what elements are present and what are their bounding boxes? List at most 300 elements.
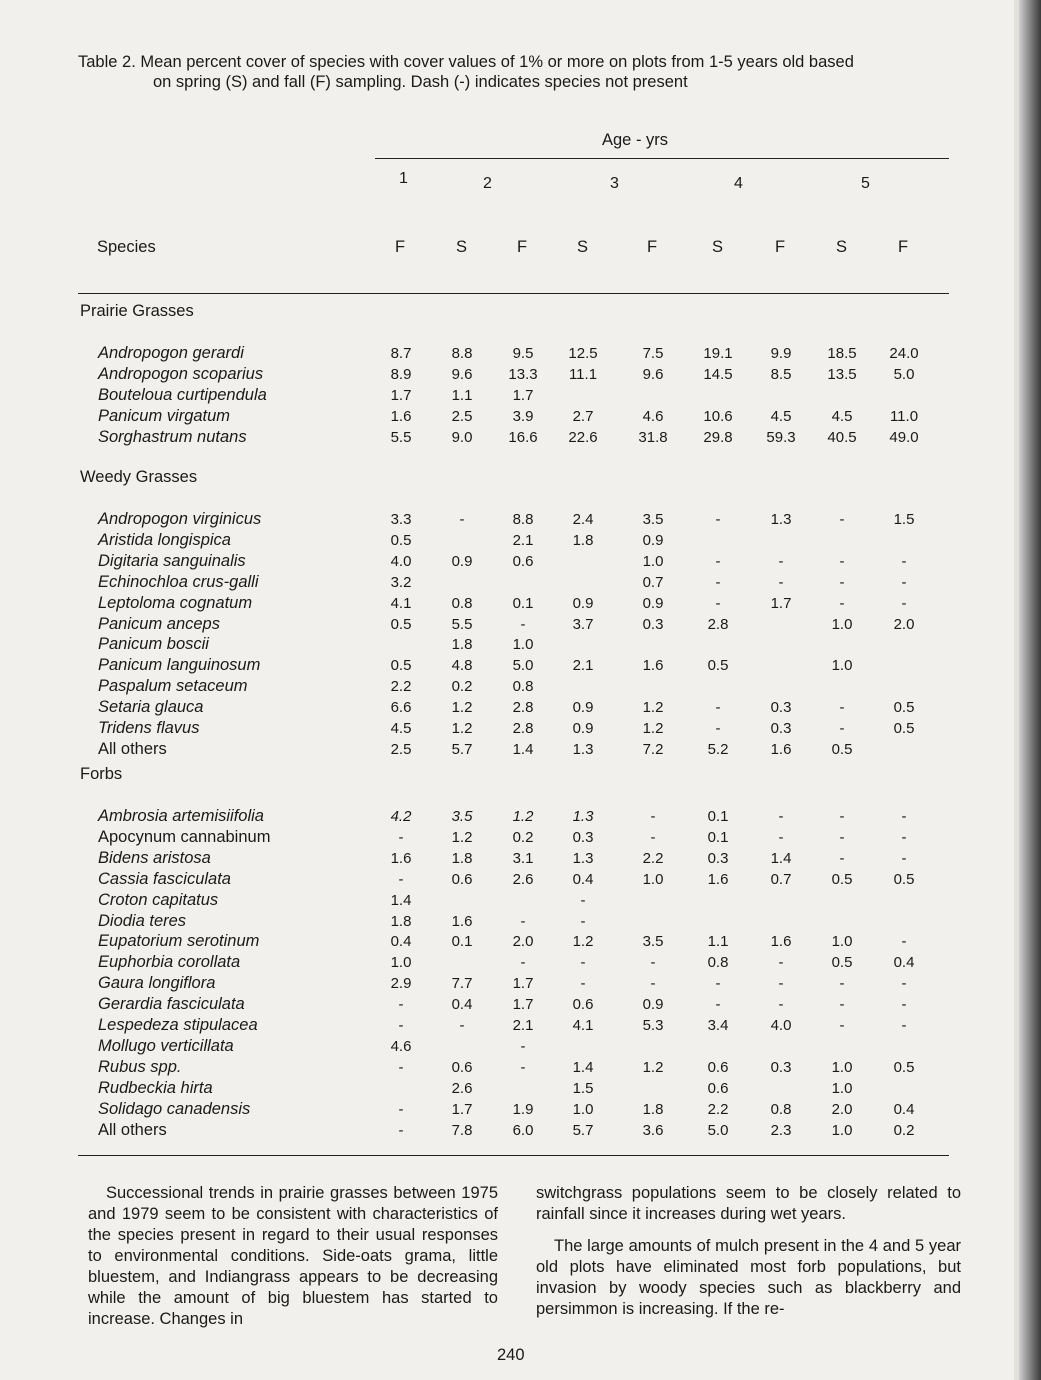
cover-value-cell: 1.7 xyxy=(512,975,534,993)
cover-value-cell: 9.5 xyxy=(512,345,534,362)
cover-value-cell: 1.6 xyxy=(390,407,412,425)
cover-value-cell: 4.1 xyxy=(572,1017,594,1034)
body-paragraph-1: switchgrass populations seem to be closely related to rainfall since it increases during wet years. xyxy=(536,1184,961,1223)
table-row xyxy=(0,344,1041,365)
table-row xyxy=(0,698,1041,719)
cover-value-cell: 5.5 xyxy=(451,615,473,633)
species-name: Rubus spp. xyxy=(98,1057,182,1076)
season-column-header: S xyxy=(456,238,468,256)
cover-value-cell: 4.5 xyxy=(770,407,792,425)
cover-value-cell: 0.9 xyxy=(572,699,594,717)
table-caption xyxy=(78,52,978,92)
table-row xyxy=(0,428,1041,449)
cover-value-cell: - xyxy=(650,954,656,972)
cover-value-cell: 9.6 xyxy=(642,365,664,383)
species-name: Echinochloa crus-galli xyxy=(98,572,259,591)
cover-value-cell: 1.2 xyxy=(512,808,534,825)
cover-value-cell: - xyxy=(398,996,404,1014)
cover-value-cell: 1.4 xyxy=(390,891,412,909)
cover-value-cell: 1.7 xyxy=(451,1100,473,1118)
cover-value-cell: 1.5 xyxy=(572,1079,594,1097)
cover-value-cell: 8.5 xyxy=(770,365,792,383)
cover-value-cell: 1.3 xyxy=(770,511,792,528)
cover-value-cell: 1.0 xyxy=(642,870,664,888)
cover-value-cell: - xyxy=(520,954,526,972)
table-row xyxy=(0,932,1041,953)
cover-value-cell: 1.2 xyxy=(642,1058,664,1076)
cover-value-cell: 3.5 xyxy=(642,933,664,951)
group-label: Forbs xyxy=(80,765,123,783)
cover-value-cell: 0.5 xyxy=(893,870,915,888)
cover-value-cell: 0.3 xyxy=(642,615,664,633)
table-row xyxy=(0,828,1041,849)
cover-value-cell: - xyxy=(839,573,845,591)
cover-value-cell: 19.1 xyxy=(703,345,733,362)
table-row xyxy=(0,386,1041,407)
cover-value-cell: - xyxy=(459,511,465,528)
cover-value-cell: 0.6 xyxy=(572,996,594,1014)
year-label: 1 xyxy=(399,170,408,187)
table-row xyxy=(0,573,1041,594)
group-label: Weedy Grasses xyxy=(80,468,198,486)
cover-value-cell: 0.1 xyxy=(451,933,473,951)
cover-value-cell: - xyxy=(778,954,784,972)
cover-value-cell: 1.8 xyxy=(390,912,412,930)
cover-value-cell: 1.8 xyxy=(642,1100,664,1118)
cover-value-cell: - xyxy=(778,573,784,591)
cover-value-cell: - xyxy=(650,975,656,993)
cover-value-cell: - xyxy=(839,975,845,993)
cover-value-cell: - xyxy=(901,996,907,1014)
cover-value-cell: 0.5 xyxy=(893,1058,915,1076)
table-row xyxy=(0,807,1041,828)
species-name: Panicum languinosum xyxy=(98,656,261,675)
species-name: Rudbeckia hirta xyxy=(98,1078,213,1097)
cover-value-cell: 2.1 xyxy=(512,531,534,549)
cover-value-cell: - xyxy=(901,828,907,846)
cover-value-cell: 0.9 xyxy=(642,996,664,1014)
cover-value-cell: 5.0 xyxy=(512,657,534,675)
table-row xyxy=(0,677,1041,698)
cover-value-cell: 0.9 xyxy=(642,531,664,549)
season-column-header: S xyxy=(836,238,848,256)
cover-value-cell: - xyxy=(901,552,907,570)
cover-value-cell: 4.8 xyxy=(451,657,473,675)
cover-value-cell: - xyxy=(778,996,784,1014)
cover-value-cell: 1.6 xyxy=(390,849,412,867)
cover-value-cell: 1.6 xyxy=(770,933,792,951)
table-row xyxy=(0,974,1041,995)
cover-value-cell: - xyxy=(901,808,907,825)
table-row xyxy=(0,656,1041,677)
year-label: 2 xyxy=(483,175,492,192)
cover-value-cell: 2.1 xyxy=(572,657,594,675)
species-column-header: Species xyxy=(97,238,156,256)
cover-value-cell: 0.7 xyxy=(770,870,792,888)
body-text-left: Successional trends in prairie grasses between 1975 and 1979 seem to be consistent with characteristics of the species present in regard to their usual responses to environmental conditions. Side-oats grama, little bluestem, and Indiangrass appears to be decreasing while the amount of big bluestem has started to increase. Changes in xyxy=(88,1184,498,1328)
cover-value-cell: 3.9 xyxy=(512,407,534,425)
cover-value-cell: 0.6 xyxy=(707,1058,729,1076)
cover-value-cell: - xyxy=(520,912,526,930)
cover-value-cell: 1.0 xyxy=(642,552,664,570)
cover-value-cell: - xyxy=(520,1037,526,1055)
species-name: Solidago canadensis xyxy=(98,1099,251,1118)
table-row xyxy=(0,635,1041,656)
table-row xyxy=(0,870,1041,891)
cover-value-cell: 1.0 xyxy=(831,1058,853,1076)
year-label: 5 xyxy=(861,175,870,192)
cover-value-cell: 4.6 xyxy=(642,407,664,425)
cover-value-cell: - xyxy=(398,1058,404,1076)
table-row xyxy=(0,849,1041,870)
cover-value-cell: - xyxy=(839,996,845,1014)
species-name: All others xyxy=(98,1120,167,1139)
cover-value-cell: 1.8 xyxy=(572,531,594,549)
cover-value-cell: 2.1 xyxy=(512,1017,534,1034)
cover-value-cell: 9.0 xyxy=(451,428,473,446)
season-column-header: F xyxy=(775,238,786,256)
cover-value-cell: 1.4 xyxy=(770,849,792,867)
year-label: 4 xyxy=(734,175,743,192)
species-name: Mollugo verticillata xyxy=(98,1036,234,1055)
cover-value-cell: 0.6 xyxy=(512,552,534,570)
cover-value-cell: 1.0 xyxy=(512,636,534,654)
age-header: Age - yrs xyxy=(602,131,669,149)
cover-value-cell: - xyxy=(901,1017,907,1034)
cover-value-cell: - xyxy=(715,720,721,737)
cover-value-cell: 3.5 xyxy=(451,808,473,825)
cover-value-cell: 2.0 xyxy=(831,1100,853,1118)
species-name: All others xyxy=(98,739,167,758)
cover-value-cell: 1.0 xyxy=(831,933,853,951)
cover-value-cell: 1.0 xyxy=(831,1079,853,1097)
cover-value-cell: - xyxy=(839,699,845,717)
cover-value-cell: - xyxy=(580,891,586,909)
cover-value-cell: 1.2 xyxy=(572,933,594,951)
cover-value-cell: 6.0 xyxy=(512,1121,534,1139)
cover-value-cell: 1.2 xyxy=(451,828,473,846)
table-end-rule xyxy=(78,1155,949,1156)
cover-value-cell: 1.6 xyxy=(707,870,729,888)
cover-value-cell: - xyxy=(901,849,907,867)
body-text-right xyxy=(536,1183,961,1320)
cover-value-cell: 3.4 xyxy=(707,1017,729,1034)
cover-value-cell: 6.6 xyxy=(390,699,412,717)
cover-value-cell: 40.5 xyxy=(827,428,857,446)
cover-value-cell: - xyxy=(520,615,526,633)
species-name: Panicum anceps xyxy=(98,614,220,633)
cover-value-cell: 8.8 xyxy=(451,345,473,362)
cover-value-cell: 1.1 xyxy=(707,933,729,951)
cover-value-cell: - xyxy=(839,1017,845,1034)
cover-value-cell: - xyxy=(715,996,721,1014)
cover-value-cell: 31.8 xyxy=(638,428,668,446)
cover-value-cell: 1.3 xyxy=(572,740,594,758)
cover-value-cell: - xyxy=(839,594,845,612)
cover-value-cell: - xyxy=(398,828,404,846)
cover-value-cell: 1.6 xyxy=(642,657,664,675)
season-column-header: S xyxy=(712,238,724,256)
table-row xyxy=(0,1100,1041,1121)
cover-value-cell: 3.2 xyxy=(390,573,412,591)
species-name: Paspalum setaceum xyxy=(98,677,248,696)
cover-value-cell: 0.1 xyxy=(707,808,729,825)
cover-value-cell: 0.9 xyxy=(572,720,594,737)
table-row xyxy=(0,615,1041,636)
cover-value-cell: 13.5 xyxy=(827,365,857,383)
cover-value-cell: 0.5 xyxy=(893,720,915,737)
cover-value-cell: 5.0 xyxy=(707,1121,729,1139)
cover-value-cell: 2.3 xyxy=(770,1121,792,1139)
cover-value-cell: 9.9 xyxy=(770,345,792,362)
cover-value-cell: - xyxy=(839,828,845,846)
cover-value-cell: 1.1 xyxy=(451,386,473,404)
table-row xyxy=(0,1079,1041,1100)
cover-value-cell: 1.2 xyxy=(451,720,473,737)
cover-value-cell: 0.9 xyxy=(642,594,664,612)
cover-value-cell: - xyxy=(715,552,721,570)
cover-value-cell: 8.9 xyxy=(390,365,412,383)
cover-value-cell: 0.5 xyxy=(707,657,729,675)
cover-value-cell: 3.5 xyxy=(642,511,664,528)
cover-value-cell: - xyxy=(901,594,907,612)
cover-value-cell: 0.2 xyxy=(451,678,473,696)
species-name: Gerardia fasciculata xyxy=(98,995,245,1014)
cover-value-cell: 0.3 xyxy=(572,828,594,846)
cover-value-cell: 1.4 xyxy=(512,740,534,758)
species-name: Cassia fasciculata xyxy=(98,869,231,888)
cover-value-cell: 13.3 xyxy=(508,365,538,383)
cover-value-cell: - xyxy=(580,912,586,930)
cover-value-cell: 10.6 xyxy=(703,407,733,425)
cover-value-cell: 0.3 xyxy=(770,1058,792,1076)
cover-value-cell: 1.5 xyxy=(893,511,915,528)
cover-value-cell: 4.2 xyxy=(390,808,412,825)
cover-value-cell: 29.8 xyxy=(703,428,733,446)
cover-value-cell: - xyxy=(778,808,784,825)
cover-value-cell: 2.6 xyxy=(451,1079,473,1097)
cover-value-cell: 7.7 xyxy=(451,975,473,993)
body-paragraph-2: The large amounts of mulch present in the 4 and 5 year old plots have eliminated most forb populations, but invasion by woody species such as blackberry and persimmon is increasing. If the re- xyxy=(536,1237,961,1318)
cover-value-cell: 0.8 xyxy=(707,954,729,972)
species-name: Leptoloma cognatum xyxy=(98,593,253,612)
species-name: Andropogon gerardi xyxy=(98,344,244,362)
cover-value-cell: - xyxy=(901,573,907,591)
species-name: Aristida longispica xyxy=(98,530,231,549)
cover-value-cell: 11.1 xyxy=(568,365,598,383)
table-row xyxy=(0,995,1041,1016)
species-name: Bouteloua curtipendula xyxy=(98,385,267,404)
cover-value-cell: 1.0 xyxy=(831,657,853,675)
table-row xyxy=(0,531,1041,552)
table-row xyxy=(0,365,1041,386)
cover-value-cell: 0.3 xyxy=(770,699,792,717)
cover-value-cell: 18.5 xyxy=(827,345,857,362)
cover-value-cell: - xyxy=(580,954,586,972)
cover-value-cell: 0.4 xyxy=(893,1100,915,1118)
species-name: Apocynum cannabinum xyxy=(98,827,271,846)
table-row xyxy=(0,1058,1041,1079)
cover-value-cell: 2.8 xyxy=(512,720,534,737)
species-name: Andropogon scoparius xyxy=(98,364,264,383)
cover-value-cell: 0.5 xyxy=(390,657,412,675)
cover-value-cell: 11.0 xyxy=(889,407,919,425)
cover-value-cell: - xyxy=(715,573,721,591)
cover-value-cell: 1.0 xyxy=(831,1121,853,1139)
season-column-header: F xyxy=(647,238,658,256)
table-row xyxy=(0,594,1041,615)
cover-value-cell: - xyxy=(520,1058,526,1076)
season-column-header: S xyxy=(577,238,589,256)
season-column-header: F xyxy=(517,238,528,256)
cover-value-cell: 0.1 xyxy=(512,594,534,612)
cover-value-cell: 0.4 xyxy=(893,954,915,972)
species-name: Eupatorium serotinum xyxy=(98,932,260,951)
cover-value-cell: 1.0 xyxy=(390,954,412,972)
cover-value-cell: 5.2 xyxy=(707,740,729,758)
cover-value-cell: 2.9 xyxy=(390,975,412,993)
cover-value-cell: - xyxy=(715,975,721,993)
cover-value-cell: 0.3 xyxy=(707,849,729,867)
cover-value-cell: 0.8 xyxy=(770,1100,792,1118)
species-name: Tridens flavus xyxy=(98,719,200,737)
cover-value-cell: 2.4 xyxy=(572,511,594,528)
cover-value-cell: 1.6 xyxy=(451,912,473,930)
cover-value-cell: 4.0 xyxy=(770,1017,792,1034)
cover-value-cell: 24.0 xyxy=(889,345,919,362)
cover-value-cell: 0.5 xyxy=(831,740,853,758)
cover-value-cell: 1.9 xyxy=(512,1100,534,1118)
cover-value-cell: 1.8 xyxy=(451,636,473,654)
cover-value-cell: - xyxy=(778,828,784,846)
cover-value-cell: 4.1 xyxy=(390,594,412,612)
cover-value-cell: 0.6 xyxy=(451,870,473,888)
cover-value-cell: 22.6 xyxy=(568,428,598,446)
cover-value-cell: 1.6 xyxy=(770,740,792,758)
cover-value-cell: 0.5 xyxy=(390,615,412,633)
age-rule xyxy=(375,158,949,159)
species-name: Euphorbia corollata xyxy=(98,953,241,972)
cover-value-cell: 3.6 xyxy=(642,1121,664,1139)
cover-value-cell: 1.8 xyxy=(451,849,473,867)
cover-value-cell: 1.3 xyxy=(572,808,594,825)
cover-value-cell: 3.7 xyxy=(572,615,594,633)
species-name: Andropogon virginicus xyxy=(98,510,262,528)
cover-value-cell: 0.3 xyxy=(770,720,792,737)
cover-value-cell: - xyxy=(650,828,656,846)
cover-value-cell: 0.5 xyxy=(831,870,853,888)
cover-value-cell: - xyxy=(715,594,721,612)
table-row xyxy=(0,719,1041,740)
cover-value-cell: 0.4 xyxy=(390,933,412,951)
cover-value-cell: 0.8 xyxy=(451,594,473,612)
cover-value-cell: 0.2 xyxy=(512,828,534,846)
cover-value-cell: - xyxy=(901,933,907,951)
cover-value-cell: 2.0 xyxy=(512,933,534,951)
cover-value-cell: 1.2 xyxy=(642,720,664,737)
cover-value-cell: 1.7 xyxy=(770,594,792,612)
table-row xyxy=(0,953,1041,974)
cover-value-cell: 3.1 xyxy=(512,849,534,867)
cover-value-cell: 59.3 xyxy=(766,428,796,446)
cover-value-cell: - xyxy=(778,552,784,570)
cover-value-cell: - xyxy=(398,1017,404,1034)
cover-value-cell: 5.7 xyxy=(451,740,473,758)
species-name: Digitaria sanguinalis xyxy=(98,551,246,570)
cover-value-cell: 2.8 xyxy=(512,699,534,717)
table-row xyxy=(0,912,1041,933)
cover-value-cell: 9.6 xyxy=(451,365,473,383)
species-name: Setaria glauca xyxy=(98,698,204,717)
cover-value-cell: 2.2 xyxy=(390,678,412,696)
cover-value-cell: 5.7 xyxy=(572,1121,594,1139)
cover-value-cell: 0.5 xyxy=(390,531,412,549)
cover-value-cell: 1.2 xyxy=(451,699,473,717)
season-column-header: F xyxy=(898,238,909,256)
cover-value-cell: 0.5 xyxy=(831,954,853,972)
cover-value-cell: - xyxy=(398,1121,404,1139)
species-name: Bidens aristosa xyxy=(98,848,211,867)
cover-value-cell: 5.3 xyxy=(642,1017,664,1034)
cover-value-cell: 2.8 xyxy=(707,615,729,633)
cover-value-cell: 1.7 xyxy=(512,996,534,1014)
table-row xyxy=(0,740,1041,761)
cover-value-cell: - xyxy=(715,699,721,717)
species-name: Gaura longiflora xyxy=(98,974,216,993)
cover-value-cell: - xyxy=(839,849,845,867)
cover-value-cell: - xyxy=(650,808,656,825)
page-number: 240 xyxy=(497,1346,525,1364)
cover-value-cell: 2.0 xyxy=(893,615,915,633)
cover-value-cell: 8.8 xyxy=(512,511,534,528)
table-row xyxy=(0,1121,1041,1142)
table-row xyxy=(0,407,1041,428)
cover-value-cell: - xyxy=(580,975,586,993)
species-name: Panicum virgatum xyxy=(98,406,231,425)
cover-value-cell: 1.4 xyxy=(572,1058,594,1076)
cover-value-cell: 0.1 xyxy=(707,828,729,846)
cover-value-cell: 2.7 xyxy=(572,407,594,425)
cover-value-cell: 4.6 xyxy=(390,1037,412,1055)
cover-value-cell: 49.0 xyxy=(889,428,919,446)
cover-value-cell: 0.4 xyxy=(572,870,594,888)
table-row xyxy=(0,891,1041,912)
cover-value-cell: 4.5 xyxy=(831,407,853,425)
cover-value-cell: 2.2 xyxy=(707,1100,729,1118)
cover-value-cell: 7.5 xyxy=(642,345,664,362)
year-label: 3 xyxy=(610,175,619,192)
cover-value-cell: 0.9 xyxy=(572,594,594,612)
cover-value-cell: 2.2 xyxy=(642,849,664,867)
species-name: Diodia teres xyxy=(98,911,187,930)
caption-line-2: on spring (S) and fall (F) sampling. Dash (-) indicates species not present xyxy=(153,73,688,91)
cover-value-cell: - xyxy=(715,511,721,528)
cover-value-cell: 4.5 xyxy=(390,720,412,737)
cover-value-cell: - xyxy=(459,1017,465,1034)
table-row xyxy=(0,1016,1041,1037)
cover-value-cell: 0.6 xyxy=(707,1079,729,1097)
species-name: Ambrosia artemisiifolia xyxy=(98,807,264,825)
season-column-header: F xyxy=(395,238,406,256)
cover-value-cell: 0.7 xyxy=(642,573,664,591)
table-row xyxy=(0,1037,1041,1058)
group-label: Prairie Grasses xyxy=(80,302,194,320)
cover-value-cell: 0.9 xyxy=(451,552,473,570)
species-name: Croton capitatus xyxy=(98,890,219,909)
cover-value-cell: 0.4 xyxy=(451,996,473,1014)
cover-value-cell: - xyxy=(398,870,404,888)
cover-value-cell: - xyxy=(398,1100,404,1118)
